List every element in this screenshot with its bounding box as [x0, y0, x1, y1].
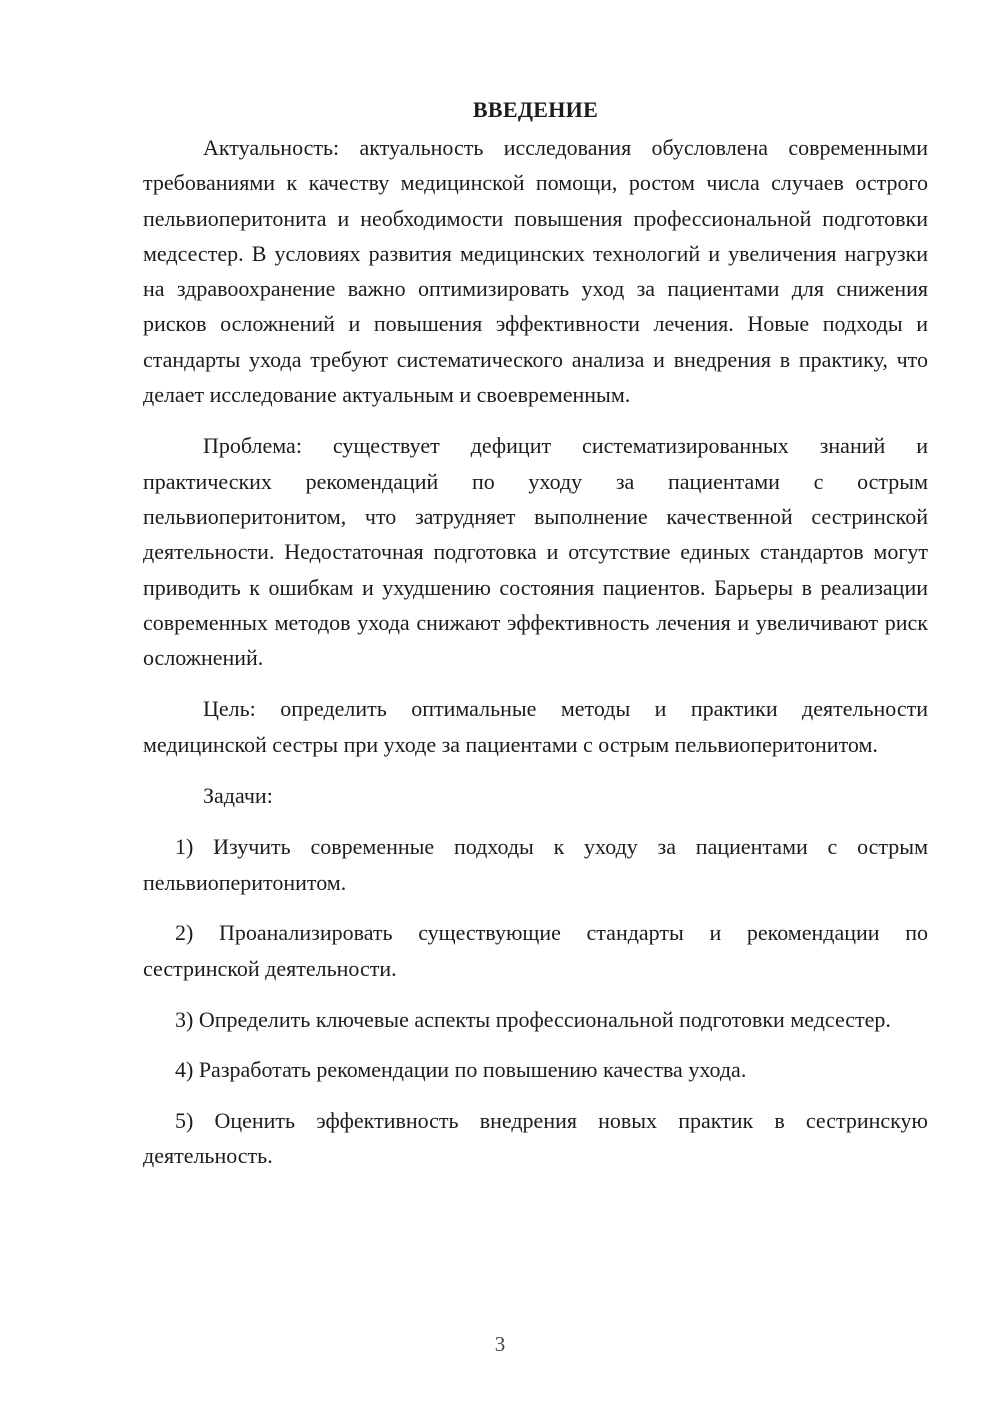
task-item-4: 4) Разработать рекомендации по повышению качества ухода. — [175, 1057, 747, 1083]
tasks-heading: Задачи: — [203, 783, 273, 809]
document-page — [143, 92, 928, 1189]
paragraph-problem: Проблема: существует дефицит систематизированных знаний и практических рекомендаций по уходу за пациентами с острым пельвиоперитонитом, что затрудняет выполнение качественной сестринской деятельности. Недостаточная подготовка и отсутствие единых стандартов могут приводить к ошибкам и ухудшению состояния пациентов. Барьеры в реализации современных методов ухода снижают эффективность лечения и увеличивают риск осложнений. — [143, 433, 928, 671]
task-item-2: 2) Проанализировать существующие стандарты и рекомендации по сестринской деятельности. — [143, 920, 928, 981]
task-item-1: 1) Изучить современные подходы к уходу за пациентами с острым пельвиоперитонитом. — [143, 834, 928, 895]
paragraph-goal: Цель: определить оптимальные методы и практики деятельности медицинской сестры при уходе за пациентами с острым пельвиоперитонитом. — [143, 696, 928, 757]
task-item-5: 5) Оценить эффективность внедрения новых практик в сестринскую деятельность. — [143, 1108, 928, 1169]
task-item-3: 3) Определить ключевые аспекты профессиональной подготовки медсестер. — [175, 1006, 891, 1032]
page-number: 3 — [494, 1332, 506, 1356]
page-title: ВВЕДЕНИЕ — [472, 97, 599, 122]
paragraph-relevance: Актуальность: актуальность исследования обусловлена современными требованиями к качеству медицинской помощи, ростом числа случаев острого пельвиоперитонита и необходимости повышения профессиональной подготовки медсестер. В условиях развития медицинских технологий и увеличения нагрузки на здравоохранение важно оптимизировать уход за пациентами для снижения рисков осложнений и повышения эффективности лечения. Новые подходы и стандарты ухода требуют систематического анализа и внедрения в практику, что делает исследование актуальным и своевременным. — [143, 135, 928, 408]
